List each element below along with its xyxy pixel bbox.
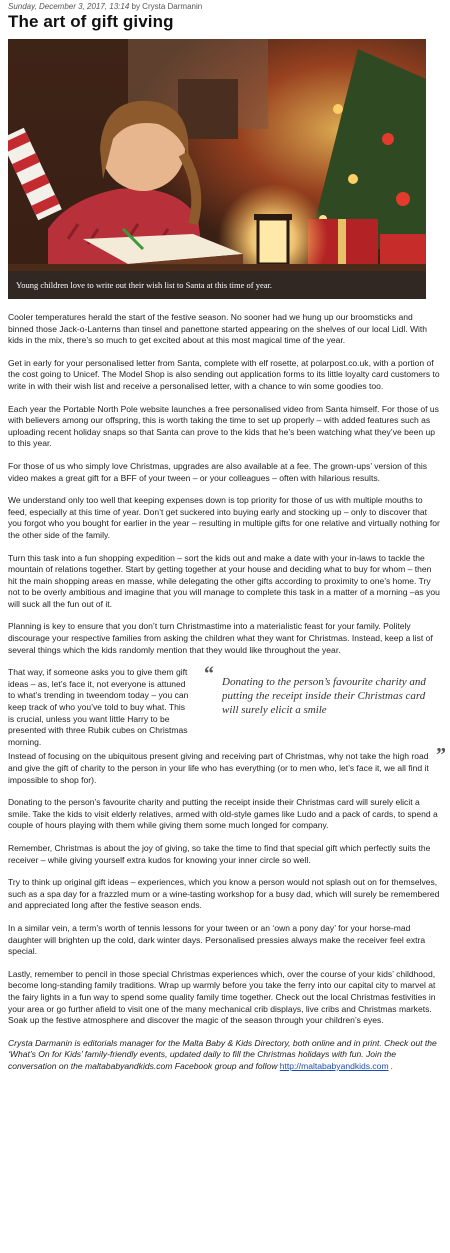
paragraph: Planning is key to ensure that you don’t turn Christmastime into a materialistic feast for your family. Politely discourage your respective families from asking the children what they want for Christmas. Instead, keep a list of several things which the kids randomly mention that they would like throughout the year. xyxy=(8,621,433,655)
paragraph: In a similar vein, a term’s worth of tennis lessons for your tween or an ‘own a pony day’ for your horse-mad daughter will brighten up the cold, dark winter days. Personalised pressies always make the receiver feel extra special. xyxy=(8,922,426,957)
paragraph: Get in early for your personalised letter from Santa, complete with elf rosette, at polarpost.co.uk, with a portion of the cost going to Unicef. The Model Shop is also sending out application forms to its little loyalty card customers to write in with their wish list and receive a personalised letter, with a chance to win some goodies too. xyxy=(8,357,440,391)
paragraph: Donating to the person’s favourite charity and putting the receipt inside their Christmas card will surely elicit a smile. Take the kids to visit elderly relatives, armed with old-style games like Ludo and a pack of cards, to spend a couple of hours playing with them while giving them some much longed for company. xyxy=(8,797,438,831)
paragraph: That way, if someone asks you to give them gift ideas – as, let’s face it, not everyone is attuned to what’s trending in tweendom today – you can keep track of who you’ve told to buy what. This is crucial, unless you want little Harry to be presented with three Rubik cubes on Christmas morning. xyxy=(8,667,189,747)
paragraph: For those of us who simply love Christmas, upgrades are also available at a fee. The grown-ups’ version of this video makes a great gift for a BFF of your tween – or your colleagues – often with hilarious results. xyxy=(8,460,428,483)
byline: by Crysta Darmanin xyxy=(131,2,203,11)
website-link[interactable]: http://maltababyandkids.com xyxy=(279,1060,389,1071)
bio-tail: . xyxy=(388,1060,394,1071)
close-quote-icon: ” xyxy=(436,744,446,767)
author-bio xyxy=(8,1038,440,1073)
open-quote-icon: “ xyxy=(204,663,214,686)
pull-quote-text: Donating to the person’s favourite charity and putting the receipt inside their Christmas card will surely elicit a smile xyxy=(222,676,426,717)
paragraph: Turn this task into a fun shopping expedition – sort the kids out and make a date with your in-laws to tackle the mountain of relations together. Start by getting together at your house and deciding what to buy for whom – then hit the main shopping areas en masse, while delegating the other gifts according to proximity to one’s home. Try not to be overly ambitious and imagine that you will manage to complete this task in a matter of a morning –as you will suck all the fun out of it. xyxy=(8,552,440,609)
paragraph-with-pull-quote xyxy=(8,663,446,767)
image-caption: Young children love to write out their wish list to Santa at this time of year. xyxy=(8,271,426,299)
paragraph: We understand only too well that keeping expenses down is top priority for those of us with multiple mouths to feed, especially at this time of year. Don’t get suckered into buying early and stocking up – only to discover that you forgot who you bought for earlier in the year – resulting in multiple gifts for one relative and virtually nothing for the other side of the family. xyxy=(8,495,440,540)
paragraph: Each year the Portable North Pole website launches a free personalised video from Santa himself. For those of us with believers among our offspring, this is worth taking the time to set up properly – with added features such as uploading recent holiday snaps so that Santa can prove to the kids that he’s been watching what they’ve been up to this year. xyxy=(8,403,439,449)
article-body xyxy=(8,312,446,1083)
dateline xyxy=(8,2,202,11)
paragraph: Instead of focusing on the ubiquitous present giving and receiving part of Christmas, why not take the high road and give the gift of charity to the person in your life who has everything (or to men who, let’s face it, we all find it impossible to shop for). xyxy=(8,751,429,785)
paragraph: Cooler temperatures herald the start of the festive season. No sooner had we hung up our broomsticks and binned those Jack-o-Lanterns than tinsel and panettone started appearing on the shelves of our local Lidl. With kids in the mix, there’s so much to get excited about at this most magical time of the year. xyxy=(8,312,428,346)
hero-image xyxy=(8,39,426,299)
publish-date: Sunday, December 3, 2017, 13:14 xyxy=(8,2,130,11)
article-title: The art of gift giving xyxy=(8,12,174,31)
hero-illustration xyxy=(8,39,426,299)
paragraph: Remember, Christmas is about the joy of giving, so take the time to find that special gift which perfectly suits the receiver – while giving yourself extra kudos for knowing your inner circle so well. xyxy=(8,842,431,865)
paragraph: Try to think up original gift ideas – experiences, which you know a person would not splash out on for themselves, such as a spa day for a frazzled mum or a wine-tasting workshop for a busy dad, which will surely be remembered and appreciated long after the festive season ends. xyxy=(8,877,440,911)
author-bio-text: Crysta Darmanin is editorials manager for the Malta Baby & Kids Directory, both online and in print. Check out the ‘What’s On for Kids’ family-friendly events, updated daily to fill the Christmas holidays with fun. Join the conversation on the maltababyandkids.com Facebook group and follow xyxy=(8,1037,437,1071)
pull-quote xyxy=(204,663,446,767)
paragraph: Lastly, remember to pencil in those special Christmas experiences which, over the course of your kids’ childhood, become long-standing family traditions. Wrap up warmly before you take the ferry into our capital city to marvel at the fairy lights in a fun way to spend some quality family time together. Check out the local Christmas festivities in your area or go further afield to visit one of the many mechanical crib displays, live cribs and Christmas markets. Soak up the festive atmosphere and discover the magic of the season through your children’s eyes. xyxy=(8,968,436,1026)
